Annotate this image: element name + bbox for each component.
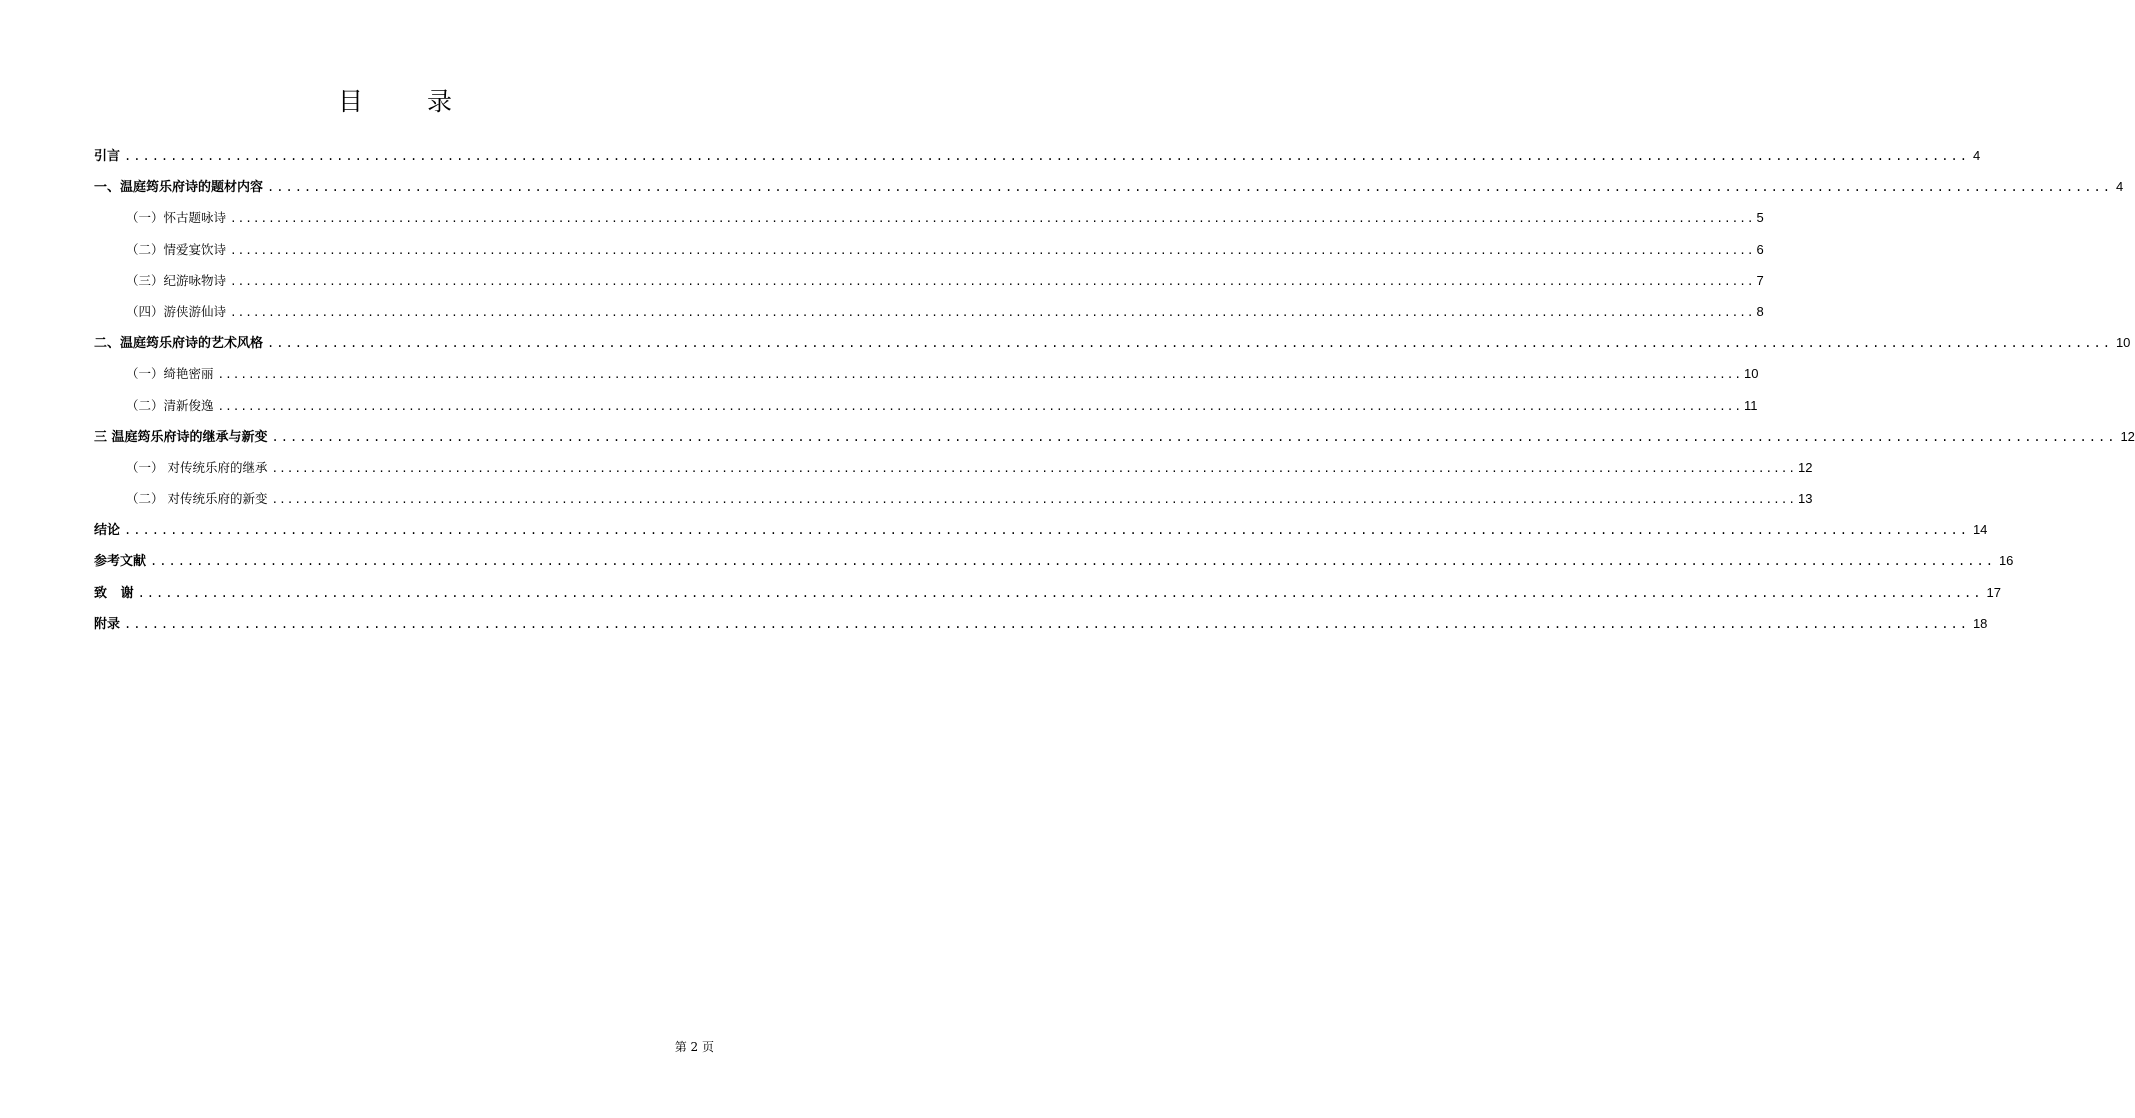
toc-leader-dots: ........................................................................................................................................................................................................ [124, 523, 1969, 538]
toc-entry-label: （二）清新俊逸 [126, 397, 214, 413]
toc-entry-label: 参考文献 [94, 554, 147, 570]
toc-subentry[interactable] [94, 202, 1764, 233]
toc-leader-dots: ........................................................................................................................................................................................................ [230, 274, 1755, 288]
toc-entry-page: 11 [1744, 397, 1758, 413]
page-number-footer: 第 2 页 [674, 1040, 714, 1054]
toc-entry[interactable] [94, 327, 2131, 358]
toc-entry-label: （一）怀古题咏诗 [126, 210, 227, 226]
toc-leader-dots: ........................................................................................................................................................................................................ [124, 616, 1969, 631]
toc-subentry[interactable] [94, 390, 1758, 421]
toc-leader-dots: ........................................................................................................................................................................................................ [230, 212, 1755, 226]
toc-subentry[interactable] [94, 234, 1764, 265]
toc-subentry[interactable] [94, 296, 1764, 327]
toc-entry-label: 引言 [94, 149, 121, 164]
toc-subentry[interactable] [94, 265, 1764, 296]
toc-entry-label: 二、温庭筠乐府诗的艺术风格 [94, 336, 264, 352]
toc-subentry[interactable] [94, 358, 1759, 389]
toc-entry-label: （二） 对传统乐府的新变 [126, 491, 268, 507]
toc-leader-dots: ........................................................................................................................................................................................................ [124, 149, 1969, 163]
toc-entry-page: 8 [1756, 303, 1764, 319]
toc-entry-label: 一、温庭筠乐府诗的题材内容 [94, 180, 264, 196]
toc-entry-page: 14 [1972, 522, 1988, 538]
toc-entry-label: 致 谢 [94, 585, 134, 601]
toc-entry[interactable] [94, 140, 1981, 171]
toc-entry-page: 7 [1756, 272, 1764, 288]
toc-leader-dots: ........................................................................................................................................................................................................ [217, 399, 1743, 413]
toc-entry[interactable] [94, 608, 1988, 639]
toc-entry-page: 17 [1986, 584, 2001, 600]
toc-leader-dots: ........................................................................................................................................................................................................ [271, 461, 1796, 475]
toc-subentry[interactable] [94, 452, 1813, 483]
page-title: 目 录 [338, 87, 480, 116]
toc-entry-label: 附录 [94, 616, 121, 632]
toc-entry-label: 结论 [94, 523, 121, 539]
toc-entry-label: （三）纪游咏物诗 [126, 272, 227, 288]
toc-entry-page: 13 [1798, 491, 1813, 507]
toc-leader-dots: ........................................................................................................................................................................................................ [217, 368, 1743, 382]
toc-leader-dots: ........................................................................................................................................................................................................ [267, 180, 2112, 195]
toc-leader-dots: ........................................................................................................................................................................................................ [230, 305, 1755, 319]
toc-entry-page: 12 [1798, 459, 1813, 475]
toc-entry-label: （一）绮艳密丽 [126, 366, 214, 382]
toc-leader-dots: ........................................................................................................................................................................................................ [267, 336, 2112, 351]
toc-leader-dots: ........................................................................................................................................................................................................ [150, 554, 1995, 569]
toc-entry[interactable] [94, 514, 1988, 545]
toc-entry-page: 4 [2115, 179, 2124, 195]
toc-entry[interactable] [94, 421, 2135, 452]
toc-entry-page: 5 [1756, 210, 1764, 226]
toc-entry[interactable] [94, 171, 2124, 202]
toc-entry-page: 16 [1998, 553, 2014, 569]
toc-entry-label: （一） 对传统乐府的继承 [126, 459, 268, 475]
toc-entry-label: （四）游侠游仙诗 [126, 303, 227, 319]
toc-entry-page: 12 [2120, 428, 2135, 444]
table-of-contents [94, 140, 2135, 639]
toc-entry[interactable] [94, 545, 2014, 576]
toc-leader-dots: ........................................................................................................................................................................................................ [271, 429, 2117, 444]
toc-leader-dots: ........................................................................................................................................................................................................ [137, 585, 1983, 600]
toc-entry-page: 4 [1972, 148, 1981, 163]
toc-entry[interactable] [94, 577, 2001, 608]
toc-entry-page: 10 [1744, 366, 1759, 382]
toc-leader-dots: ........................................................................................................................................................................................................ [230, 243, 1755, 257]
toc-entry-label: 三 温庭筠乐府诗的继承与新变 [94, 429, 268, 445]
toc-subentry[interactable] [94, 483, 1813, 514]
toc-entry-page: 10 [2115, 335, 2131, 351]
toc-leader-dots: ........................................................................................................................................................................................................ [271, 493, 1796, 507]
toc-entry-page: 6 [1756, 241, 1764, 257]
toc-entry-label: （二）情爱宴饮诗 [126, 241, 227, 257]
toc-entry-page: 18 [1972, 615, 1988, 631]
